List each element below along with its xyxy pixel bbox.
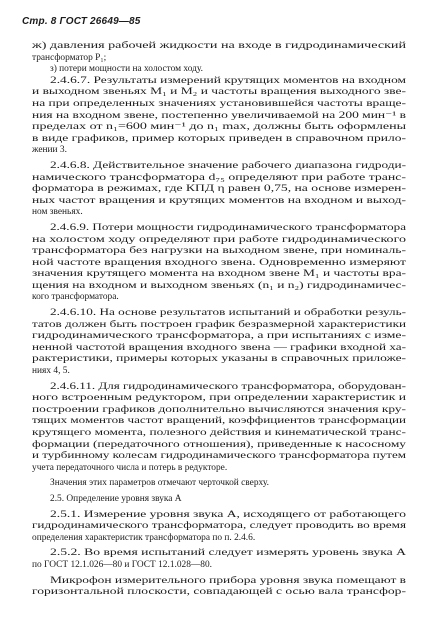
text-line [22, 587, 406, 599]
text-line [22, 196, 406, 208]
text-line-content: з) потери мощности на холостом ходу. [50, 64, 203, 75]
text-line-content: Значения этих параметров отмечают черточкой сверху. [50, 478, 269, 489]
text-line-content: ном звеньях. [32, 207, 83, 218]
text-line-content: кого трансформатора. [32, 292, 119, 303]
text-line [22, 122, 406, 134]
text-line-content: намического трансформатора d₇₅ определяют при работе транс- [32, 172, 406, 183]
text-line-content: 2.4.6.10. На основе результатов испытаний и обработки резуль- [50, 308, 406, 319]
text-line [22, 292, 406, 304]
text-line [22, 478, 406, 490]
text-line-content: и турбинному колесам гидродинамического трансформатора путем [32, 451, 406, 462]
text-line [22, 173, 406, 185]
text-line-content: 2.4.6.7. Результаты измерений крутящих моментов на входном [50, 75, 406, 86]
text-line [22, 184, 406, 196]
text-line [22, 269, 406, 281]
text-line [22, 87, 406, 99]
text-line [22, 560, 406, 572]
text-line-content: татов должен быть построен график безразмерной характеристики [32, 319, 406, 330]
page-header: Стр. 8 ГОСТ 26649—85 [22, 16, 141, 27]
text-line [22, 343, 406, 355]
text-line-content: трансформатора без нагрузки на выходном звене, при номиналь- [32, 246, 406, 257]
text-line-content: на холостом ходу определяют при работе гидродинамического [32, 234, 406, 245]
text-line [22, 308, 406, 320]
text-line-content: 2.4.6.11. Для гидродинамического трансформатора, оборудован- [50, 381, 406, 392]
text-line [22, 354, 406, 366]
text-line [22, 331, 406, 343]
text-line [22, 366, 406, 378]
text-line-content: ния на входном звене, постепенно увеличиваемой на 200 мин⁻¹ в [32, 110, 406, 121]
text-line [22, 320, 406, 332]
text-line [22, 521, 406, 533]
text-line [22, 428, 406, 440]
text-line-content: на при определенных значениях установившейся частоты враще- [32, 98, 406, 109]
text-line-content: ных частот вращения и крутящих моментов на входном и выход- [32, 195, 406, 206]
text-line [22, 161, 406, 173]
text-line-content: горизонтальной плоскости, совпадающей с осью вала трансфор- [32, 587, 406, 598]
text-line [22, 53, 406, 65]
text-line-content: гидродинамического трансформатора, а при испытаниях с изме- [32, 331, 406, 342]
text-line-content: ненной частотой вращения входного звена — графики входной ха- [32, 342, 406, 353]
text-line-content: ж) давления рабочей жидкости на входе в гидродинамический [32, 41, 406, 51]
text-line [22, 41, 406, 53]
text-line [22, 246, 406, 258]
text-line [22, 548, 406, 560]
text-line [22, 207, 406, 219]
text-line [22, 134, 406, 146]
text-line [22, 451, 406, 463]
text-line [22, 223, 406, 235]
text-line [22, 416, 406, 428]
text-line-content: щения на входном и выходном звеньях (n₁ и n₂) гидродинамичес- [32, 280, 406, 291]
text-line-content: ной частоте вращения входного звена. Одновременно измеряют [32, 257, 406, 268]
text-line-content: формации (передаточного отношения), приведенные к насосному [32, 439, 406, 450]
text-line-content: тящих моментов частот вращений, коэффициентов трансформации [32, 416, 406, 427]
text-line [22, 510, 406, 522]
text-line-content: значения крутящего момента на входном звене M₁ и частоты вра- [32, 269, 406, 280]
text-line [22, 76, 406, 88]
text-line [22, 463, 406, 475]
text-line-content: 2.5.1. Измерение уровня звука A, исходящего от работающего [50, 509, 406, 520]
text-line-content: построении графиков дополнительно вычисляются значения кру- [32, 404, 406, 415]
text-line-content: форматора в режимах, где КПД η равен 0,75, на основе измерен- [32, 184, 406, 195]
text-line [22, 533, 406, 545]
text-lines [22, 41, 406, 599]
text-line-content: 2.4.6.9. Потери мощности гидродинамического трансформатора [50, 222, 406, 233]
text-line [22, 393, 406, 405]
text-line-content: ниях 4, 5. [32, 366, 70, 377]
text-line-content: по ГОСТ 12.1.026—80 и ГОСТ 12.1.028—80. [32, 559, 213, 570]
text-line [22, 281, 406, 293]
text-line-content: пределах от n₁=600 мин⁻¹ до n₁ max, должны быть оформлены [32, 122, 406, 133]
text-line [22, 382, 406, 394]
text-line-content: 2.5.2. Во время испытаний следует измерять уровень звука A [50, 548, 406, 559]
text-line-content: гидродинамического трансформатора, следует проводить во время [32, 521, 406, 532]
text-line-content: трансформатор P₁; [32, 52, 107, 63]
text-line [22, 235, 406, 247]
text-line [22, 405, 406, 417]
text-line [22, 576, 406, 588]
text-line-content: Микрофон измерительного прибора уровня звука помещают в [50, 575, 406, 586]
text-line-content: жении 3. [32, 145, 67, 156]
text-line [22, 440, 406, 452]
text-line [22, 111, 406, 123]
text-line-content: и выходном звеньях M₁ и M₂ и частоты вращения выходного зве- [32, 87, 406, 98]
text-line [22, 258, 406, 270]
text-line-content: определения характеристик трансформатора по п. 2.4.6. [32, 532, 256, 543]
text-line-content: 2.5. Определение уровня звука A [50, 493, 182, 504]
text-line-content: в виде графиков, пример которых приведен в справочном прило- [32, 133, 406, 144]
text-line-content: крутящего момента, полезного действия и кинематической транс- [32, 428, 406, 438]
text-line [22, 64, 406, 76]
text-line-content: ного встроенным редуктором, при определении характеристик и [32, 393, 406, 404]
text-line-content: 2.4.6.8. Действительное значение рабочего диапазона гидроди- [50, 160, 406, 171]
text-line [22, 494, 406, 506]
document-body [22, 41, 406, 599]
text-line-content: рактеристики, примеры которых указаны в справочных приложе- [32, 354, 406, 365]
text-line-content: учета передаточного числа и потерь в редукторе. [32, 462, 228, 473]
text-line [22, 99, 406, 111]
text-line [22, 145, 406, 157]
